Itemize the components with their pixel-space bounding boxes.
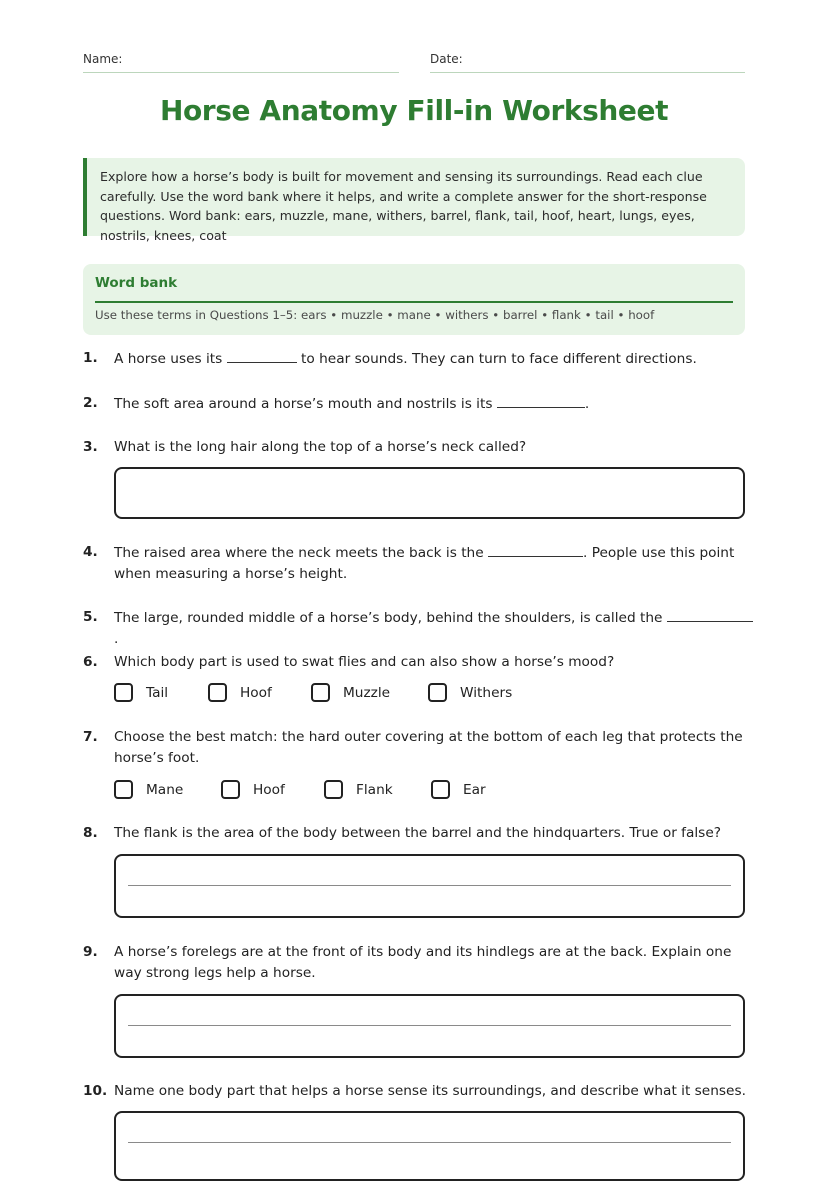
checkbox[interactable] <box>324 780 343 799</box>
name-line <box>83 72 399 73</box>
checkbox[interactable] <box>114 780 133 799</box>
checkbox[interactable] <box>208 683 227 702</box>
question-text: Name one body part that helps a horse sense its surroundings, and describe what it senses. <box>114 1083 746 1099</box>
question-number: 9. <box>83 944 98 960</box>
word-bank <box>83 264 745 335</box>
answer-blank[interactable] <box>667 607 753 622</box>
question-number: 1. <box>83 350 98 366</box>
question-text: The flank is the area of the body between the barrel and the hindquarters. True or false? <box>114 825 721 841</box>
answer-box-8[interactable] <box>114 854 745 918</box>
question-number: 2. <box>83 395 98 411</box>
question-number: 4. <box>83 544 98 560</box>
intro-callout: Explore how a horse’s body is built for movement and sensing its surroundings. Read each clue carefully. Use the word bank where it helps, and write a complete answer for the short-response questions. Word bank: ears, muzzle, mane, withers, barrel, flank, tail, hoof, heart, lungs, eyes, nostrils, knees, coat <box>83 158 745 236</box>
word-bank-title: Word bank <box>95 275 178 291</box>
question-text: Choose the best match: the hard outer covering at the bottom of each leg that protects the horse’s foot. <box>114 729 743 766</box>
question-number: 7. <box>83 729 98 745</box>
name-field[interactable] <box>83 52 399 66</box>
word-bank-divider <box>95 301 733 303</box>
question-number: 5. <box>83 609 98 625</box>
checkbox[interactable] <box>311 683 330 702</box>
checkbox[interactable] <box>428 683 447 702</box>
question-number: 8. <box>83 825 98 841</box>
question-text: The soft area around a horse’s mouth and nostrils is its . <box>114 393 754 415</box>
answer-box-9[interactable] <box>114 994 745 1058</box>
answer-blank[interactable] <box>488 542 583 557</box>
question-number: 3. <box>83 439 98 455</box>
question-text: The raised area where the neck meets the back is the . People use this point when measuring a horse’s height. <box>114 542 754 585</box>
options-7: Mane Hoof Flank Ear <box>114 780 745 804</box>
checkbox[interactable] <box>114 683 133 702</box>
writing-line <box>128 1142 731 1143</box>
question-text: A horse uses its to hear sounds. They can turn to face different directions. <box>114 348 754 370</box>
question-text: A horse’s forelegs are at the front of its body and its hindlegs are at the back. Explain one way strong legs help a horse. <box>114 944 732 981</box>
question-number: 10. <box>83 1083 108 1099</box>
date-field[interactable] <box>430 52 745 66</box>
word-bank-text: Use these terms in Questions 1–5: ears • muzzle • mane • withers • barrel • flank • tail • hoof <box>95 308 655 322</box>
question-text: What is the long hair along the top of a horse’s neck called? <box>114 439 527 455</box>
page-title: Horse Anatomy Fill-in Worksheet <box>159 94 669 127</box>
name-label: Name: <box>83 52 123 66</box>
answer-blank[interactable] <box>497 393 585 408</box>
question-text: The large, rounded middle of a horse’s body, behind the shoulders, is called the . <box>114 607 754 650</box>
writing-line <box>128 1025 731 1026</box>
answer-box-3[interactable] <box>114 467 745 519</box>
date-line <box>430 72 745 73</box>
writing-line <box>128 885 731 886</box>
question-number: 6. <box>83 654 98 670</box>
options-6: Tail Hoof Muzzle Withers <box>114 683 745 707</box>
question-text: Which body part is used to swat flies and can also show a horse’s mood? <box>114 654 615 670</box>
answer-blank[interactable] <box>227 348 297 363</box>
date-label: Date: <box>430 52 463 66</box>
checkbox[interactable] <box>221 780 240 799</box>
checkbox[interactable] <box>431 780 450 799</box>
